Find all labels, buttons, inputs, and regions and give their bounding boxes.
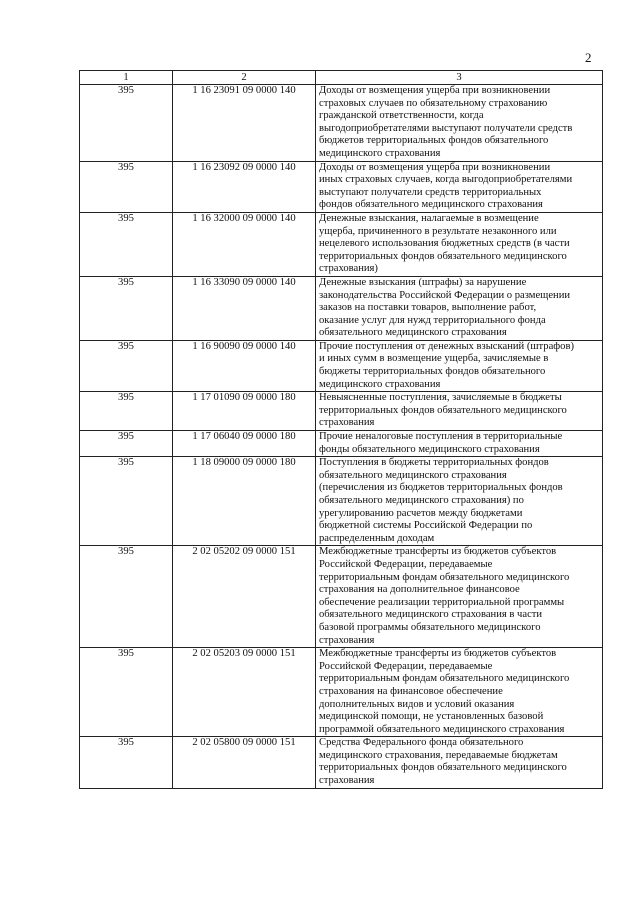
table-row	[80, 161, 603, 212]
description-line: урегулированию расчетов между бюджетами	[319, 507, 523, 519]
description-line: территориальных фондов обязательного медицинского	[319, 404, 567, 416]
income-description-cell	[316, 161, 603, 212]
description-line: обеспечение реализации территориальной программы	[319, 596, 565, 608]
description-line: Невыясненные поступления, зачисляемые в бюджеты	[319, 392, 562, 404]
table-row	[80, 737, 603, 788]
table-row	[80, 648, 603, 737]
description-line: Средства Федерального фонда обязательного	[319, 737, 524, 749]
income-description-cell	[316, 340, 603, 391]
description-line: Доходы от возмещения ущерба при возникновении	[319, 161, 551, 173]
description-line: выступают получатели средств территориальных	[319, 186, 542, 198]
description-line: Межбюджетные трансферты из бюджетов субъектов	[319, 546, 557, 558]
description-line: Прочие поступления от денежных взысканий (штрафов)	[319, 340, 574, 352]
description-line: Межбюджетные трансферты из бюджетов субъектов	[319, 648, 557, 660]
income-description-cell	[316, 648, 603, 737]
budget-classification-code-cell: 1 17 06040 09 0000 180	[173, 431, 316, 457]
budget-classification-code-cell: 2 02 05202 09 0000 151	[173, 546, 316, 648]
column-header-3: 3	[316, 71, 603, 85]
description-line: обязательного медицинского страхования	[319, 327, 507, 339]
income-description-cell	[316, 276, 603, 340]
description-line: медицинского страхования, передаваемые бюджетам	[319, 749, 558, 761]
table-row	[80, 392, 603, 431]
description-line: обязательного медицинского страхования	[319, 469, 507, 481]
description-line: бюджетной системы Российской Федерации по	[319, 520, 533, 532]
budget-classification-code-cell: 1 16 90090 09 0000 140	[173, 340, 316, 391]
description-line: фондов обязательного медицинского страхования	[319, 199, 543, 211]
description-line: бюджетов территориальных фондов обязательного	[319, 135, 549, 147]
description-line: фонды обязательного медицинского страхования	[319, 443, 540, 455]
table-body	[80, 85, 603, 789]
admin-code-cell: 395	[80, 392, 173, 431]
budget-classification-code-cell: 1 16 23092 09 0000 140	[173, 161, 316, 212]
description-line: бюджеты территориальных фондов обязательного	[319, 366, 546, 378]
table-row	[80, 431, 603, 457]
income-description-cell	[316, 457, 603, 546]
description-line: Прочие неналоговые поступления в территориальные	[319, 431, 563, 443]
description-line: нецелевого использования бюджетных средств (в части	[319, 238, 570, 250]
income-description-cell	[316, 212, 603, 276]
description-line: Денежные взыскания, налагаемые в возмещение	[319, 212, 539, 224]
description-line: обязательного медицинского страхования) по	[319, 495, 524, 506]
budget-classification-code-cell: 1 16 32000 09 0000 140	[173, 212, 316, 276]
description-line: медицинской помощи, не установленных базовой	[319, 711, 544, 723]
table-row	[80, 340, 603, 391]
description-line: (перечисления из бюджетов территориальных фондов	[319, 482, 563, 494]
description-line: территориальных фондов обязательного медицинского	[319, 250, 567, 262]
description-line: Доходы от возмещения ущерба при возникновении	[319, 85, 551, 96]
description-line: выгодоприобретателями выступают получатели средств	[319, 122, 573, 134]
description-line: медицинского страхования	[319, 147, 441, 159]
description-line: обязательного медицинского страхования в части	[319, 609, 543, 621]
description-line: иных страховых случаев, когда выгодоприобретателями	[319, 174, 573, 186]
description-line: Российской Федерации, передаваемые	[319, 558, 493, 570]
revenue-codes-table	[79, 70, 603, 789]
description-line: дополнительных видов и условий оказания	[319, 698, 515, 710]
description-line: Денежные взыскания (штрафы) за нарушение	[319, 276, 527, 288]
table-row	[80, 457, 603, 546]
admin-code-cell: 395	[80, 737, 173, 788]
admin-code-cell: 395	[80, 457, 173, 546]
description-line: заказов на поставки товаров, выполнение работ,	[319, 302, 537, 314]
budget-classification-code-cell: 1 16 33090 09 0000 140	[173, 276, 316, 340]
description-line: распределенным доходам	[319, 532, 435, 544]
description-line: страхования	[319, 634, 375, 646]
description-line: базовой программы обязательного медицинского	[319, 621, 541, 633]
page-number: 2	[585, 50, 592, 65]
admin-code-cell: 395	[80, 648, 173, 737]
description-line: территориальных фондов обязательного медицинского	[319, 762, 567, 774]
description-line: страхования	[319, 775, 375, 787]
admin-code-cell: 395	[80, 161, 173, 212]
description-line: территориальным фондам обязательного медицинского	[319, 673, 570, 685]
table-row	[80, 546, 603, 648]
description-line: медицинского страхования	[319, 378, 441, 390]
column-header-1: 1	[80, 71, 173, 85]
description-line: страховых случаев по обязательному страхованию	[319, 97, 548, 109]
budget-classification-code-cell: 1 17 01090 09 0000 180	[173, 392, 316, 431]
description-line: страхования	[319, 417, 375, 429]
income-description-cell	[316, 737, 603, 788]
description-line: территориальным фондам обязательного медицинского	[319, 571, 570, 583]
table-row	[80, 212, 603, 276]
admin-code-cell: 395	[80, 276, 173, 340]
table-header-row	[80, 71, 603, 85]
description-line: гражданской ответственности, когда	[319, 110, 484, 122]
description-line: оказание услуг для нужд территориального фонда	[319, 314, 546, 326]
description-line: и иных сумм в возмещение ущерба, зачисляемые в	[319, 353, 549, 365]
budget-classification-code-cell: 1 16 23091 09 0000 140	[173, 85, 316, 162]
admin-code-cell: 395	[80, 546, 173, 648]
table-row	[80, 276, 603, 340]
table-row	[80, 85, 603, 162]
budget-classification-code-cell: 2 02 05800 09 0000 151	[173, 737, 316, 788]
description-line: страхования)	[319, 263, 378, 275]
description-line: Российской Федерации, передаваемые	[319, 660, 493, 672]
admin-code-cell: 395	[80, 212, 173, 276]
description-line: страхования на финансовое обеспечение	[319, 685, 503, 697]
income-description-cell	[316, 546, 603, 648]
admin-code-cell: 395	[80, 431, 173, 457]
description-line: страхования на дополнительное финансовое	[319, 584, 520, 596]
income-description-cell	[316, 85, 603, 162]
admin-code-cell: 395	[80, 85, 173, 162]
description-line: Поступления в бюджеты территориальных фондов	[319, 457, 549, 469]
income-description-cell	[316, 431, 603, 457]
budget-classification-code-cell: 2 02 05203 09 0000 151	[173, 648, 316, 737]
income-description-cell	[316, 392, 603, 431]
budget-classification-code-cell: 1 18 09000 09 0000 180	[173, 457, 316, 546]
column-header-2: 2	[173, 71, 316, 85]
admin-code-cell: 395	[80, 340, 173, 391]
description-line: ущерба, причиненного в результате незаконного или	[319, 225, 557, 237]
description-line: законодательства Российской Федерации о размещении	[319, 289, 571, 301]
description-line: программой обязательного медицинского страхования	[319, 723, 565, 735]
